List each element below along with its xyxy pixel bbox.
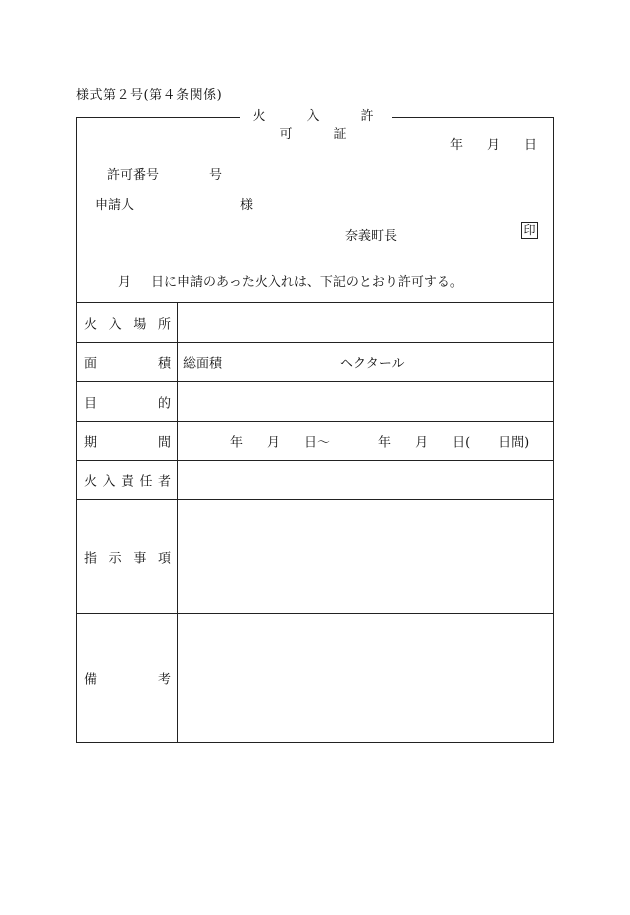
period-part: 月 bbox=[267, 435, 281, 451]
permit-statement bbox=[118, 271, 463, 290]
label-area bbox=[84, 353, 171, 372]
permit-number-label: 許可番号 bbox=[107, 168, 160, 183]
label-char: 火 bbox=[84, 474, 98, 490]
statement-month: 月 bbox=[118, 275, 132, 290]
label-fire-location bbox=[84, 313, 171, 332]
issue-date bbox=[450, 134, 537, 153]
label-char: 目 bbox=[84, 396, 98, 411]
area-prefix: 総面積 bbox=[183, 356, 223, 372]
label-char: 火 bbox=[84, 317, 98, 332]
label-char: 備 bbox=[84, 672, 98, 688]
label-char: 期 bbox=[84, 435, 98, 451]
period-content bbox=[230, 432, 529, 451]
applicant-suffix: 様 bbox=[240, 198, 254, 213]
row-remarks bbox=[77, 613, 553, 742]
area-content bbox=[183, 353, 405, 372]
row-purpose bbox=[77, 381, 553, 421]
date-month: 月 bbox=[486, 138, 500, 153]
label-char: 責 bbox=[120, 474, 134, 490]
label-char: 者 bbox=[157, 474, 171, 490]
period-part: 日間) bbox=[498, 435, 530, 451]
date-day: 日 bbox=[523, 138, 537, 153]
label-responsible-person bbox=[84, 471, 171, 490]
label-purpose bbox=[84, 392, 171, 411]
period-part: 月 bbox=[415, 435, 429, 451]
area-unit: ヘクタール bbox=[340, 356, 405, 372]
row-area bbox=[77, 342, 553, 381]
label-period bbox=[84, 432, 171, 451]
applicant bbox=[95, 194, 253, 213]
period-part: 年 bbox=[378, 435, 392, 451]
row-instructions bbox=[77, 499, 553, 613]
row-fire-location bbox=[77, 302, 553, 342]
label-char: 場 bbox=[133, 317, 147, 332]
label-char: 所 bbox=[157, 317, 171, 332]
row-period bbox=[77, 421, 553, 460]
label-char: 示 bbox=[108, 551, 122, 566]
form-header bbox=[77, 118, 553, 302]
label-char: 入 bbox=[108, 317, 122, 332]
label-char: 任 bbox=[139, 474, 153, 490]
label-char: 積 bbox=[157, 356, 171, 372]
label-remarks bbox=[84, 669, 171, 688]
label-char: 事 bbox=[133, 551, 147, 566]
period-part: 日～ bbox=[304, 435, 331, 451]
permit-number bbox=[107, 164, 222, 183]
label-instructions bbox=[84, 547, 171, 566]
label-char: 入 bbox=[102, 474, 116, 490]
issuer-name: 奈義町長 bbox=[345, 229, 398, 244]
period-part: 日( bbox=[452, 435, 471, 451]
statement-text: 日に申請のあった火入れは、下記のとおり許可する。 bbox=[151, 275, 463, 290]
seal-mark: 印 bbox=[521, 222, 538, 239]
applicant-label: 申請人 bbox=[95, 198, 135, 213]
label-char: 考 bbox=[157, 672, 171, 688]
permit-form bbox=[76, 117, 554, 743]
form-number: 様式第２号(第４条関係) bbox=[76, 88, 223, 103]
label-char: 間 bbox=[157, 435, 171, 451]
period-part: 年 bbox=[230, 435, 244, 451]
label-char: 面 bbox=[84, 356, 98, 372]
label-char: 指 bbox=[84, 551, 98, 566]
label-char: 的 bbox=[157, 396, 171, 411]
form-title: 火 入 許 可 証 bbox=[240, 108, 392, 126]
label-char: 項 bbox=[157, 551, 171, 566]
permit-number-suffix: 号 bbox=[209, 168, 223, 183]
date-year: 年 bbox=[449, 138, 463, 153]
row-responsible-person bbox=[77, 460, 553, 499]
